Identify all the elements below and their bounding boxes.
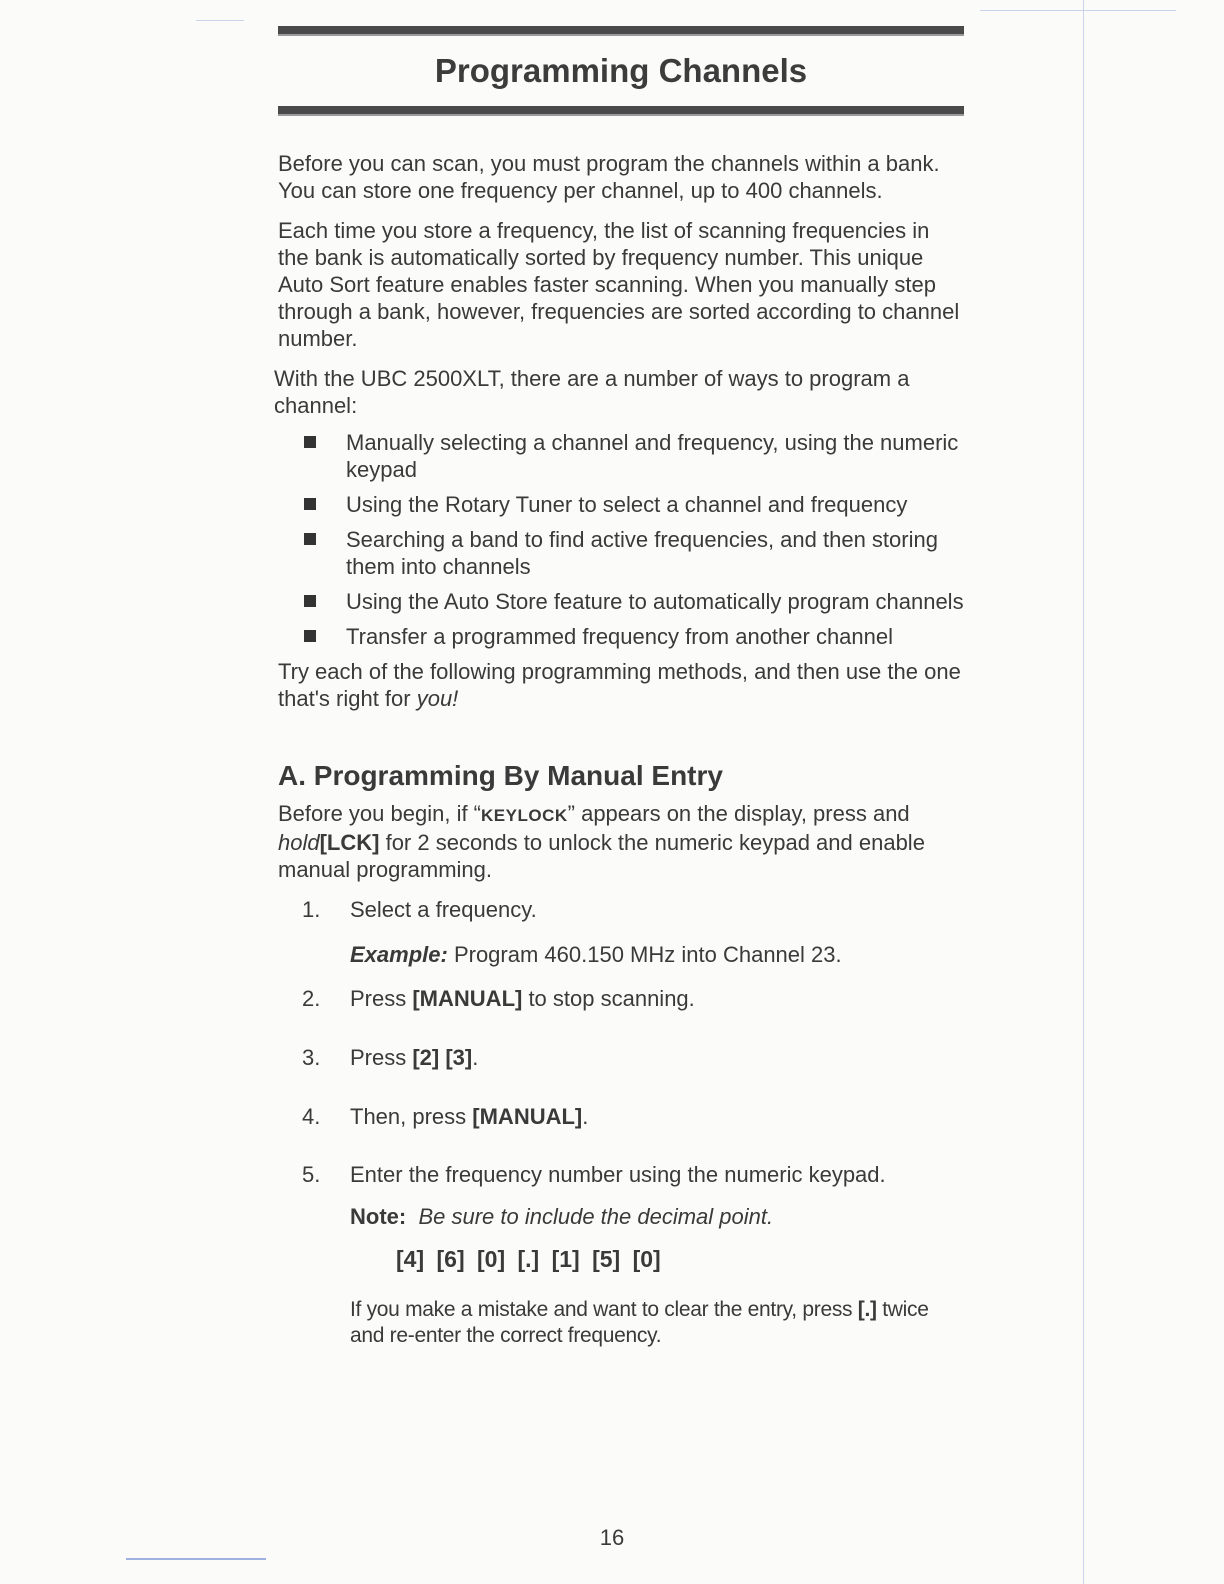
step-2: 2. Press [MANUAL] to stop scanning. (302, 986, 695, 1011)
scan-edge-line-right (1083, 0, 1084, 1584)
scan-edge-line-top-left (196, 20, 244, 21)
section-a-intro: Before you begin, if “KEYLOCK” appears on the display, press and hold[LCK] for 2 seconds to unlock the numeric keypad and enable manual programming. (278, 801, 925, 882)
steps-list (278, 896, 964, 1349)
list-item: Searching a band to find active frequencies, and then storing them into channels (278, 526, 964, 580)
step-1: 1. Select a frequency. (302, 897, 537, 922)
list-item: Transfer a programmed frequency from another channel (278, 623, 964, 650)
methods-list (278, 429, 964, 650)
list-item: Using the Rotary Tuner to select a channel and frequency (278, 491, 964, 518)
manual-page (274, 26, 964, 1349)
intro-paragraph-1: Before you can scan, you must program the channels within a bank. You can store one frequency per channel, up to 400 channels. (278, 151, 940, 203)
list-item: Manually selecting a channel and frequency, using the numeric keypad (278, 429, 964, 483)
bullet-square-icon (304, 533, 316, 545)
bullet-square-icon (304, 498, 316, 510)
note-line: Note: Be sure to include the decimal point. (350, 1204, 774, 1229)
list-item: Using the Auto Store feature to automatically program channels (278, 588, 964, 615)
page-number: 16 (599, 1525, 625, 1550)
bullet-square-icon (304, 595, 316, 607)
intro-paragraph-3: With the UBC 2500XLT, there are a number of ways to program a channel: (274, 366, 910, 418)
example-line: Example: Program 460.150 MHz into Channel 23. (350, 942, 842, 967)
section-a-heading: A. Programming By Manual Entry (278, 760, 723, 791)
step-3: 3. Press [2] [3]. (302, 1045, 479, 1070)
header-rule-top (278, 26, 964, 36)
header-rule-bottom (278, 106, 964, 116)
try-paragraph: Try each of the following programming methods, and then use the one that's right for you! (278, 659, 961, 711)
step-4: 4. Then, press [MANUAL]. (302, 1104, 589, 1129)
step-5: 5. Enter the frequency number using the numeric keypad. (302, 1162, 886, 1187)
intro-paragraph-2: Each time you store a frequency, the list of scanning frequencies in the bank is automatically sorted by frequency number. This unique Auto Sort feature enables faster scanning. When you manually step through a bank, however, frequencies are sorted according to channel number. (278, 218, 960, 351)
key-sequence: [4] [6] [0] [.] [1] [5] [0] (396, 1246, 661, 1272)
page-title: Programming Channels (434, 52, 808, 89)
scan-edge-line-top-right (980, 10, 1176, 11)
bullet-square-icon (304, 630, 316, 642)
mistake-note: If you make a mistake and want to clear the entry, press [.] twice and re-enter the correct frequency. (350, 1298, 929, 1347)
bullet-square-icon (304, 436, 316, 448)
scan-edge-line-bottom-left (126, 1558, 266, 1560)
